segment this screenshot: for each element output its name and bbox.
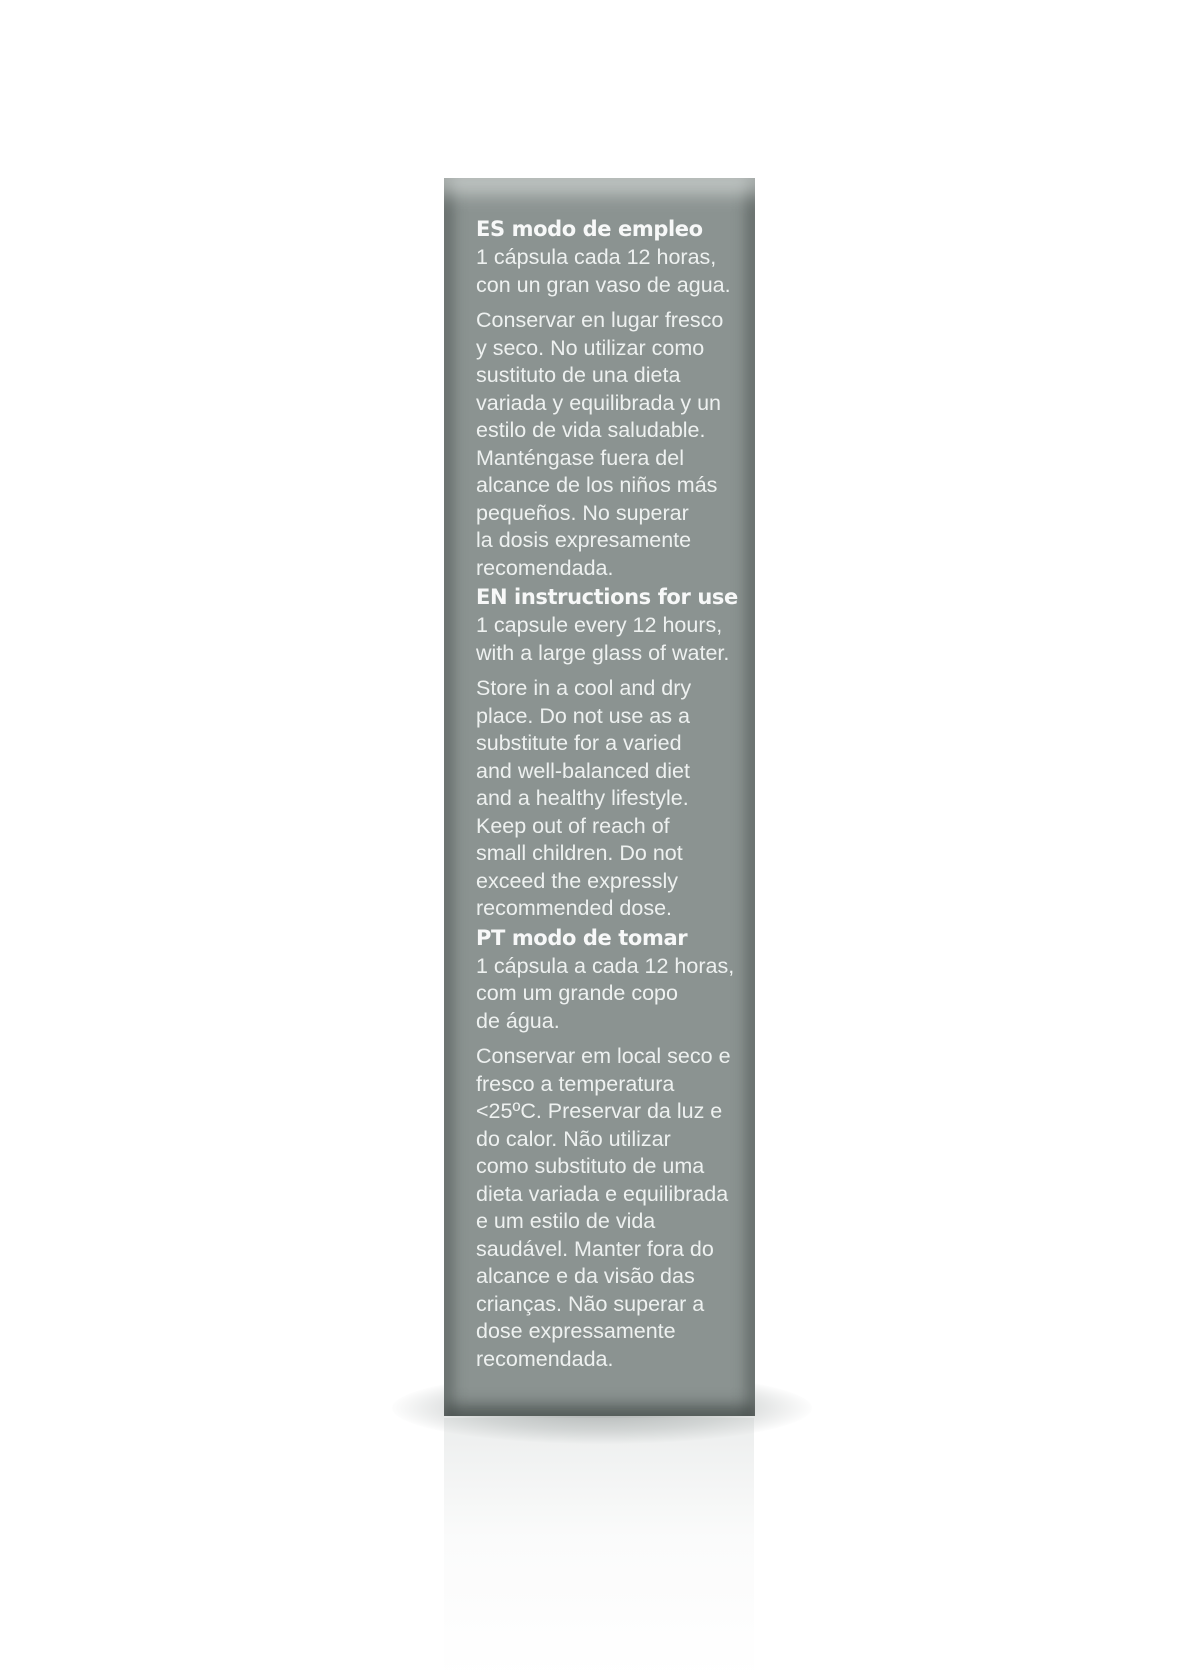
pt-heading: PT modo de tomar [476, 925, 688, 950]
en-dosage-text: 1 capsule every 12 hours, with a large glass of water. [476, 613, 730, 665]
pt-dosage-text: 1 cápsula a cada 12 horas, com um grande copo de água. [476, 953, 735, 1033]
es-dosage-text: 1 cápsula cada 12 horas, con un gran vaso de agua. [476, 245, 731, 297]
en-heading: EN instructions for use [476, 585, 738, 609]
instructions-panel [476, 214, 748, 1373]
product-box-side-panel [444, 178, 755, 1416]
es-heading: ES modo de empleo [476, 217, 703, 241]
box-reflection [444, 1418, 754, 1680]
pt-storage-text: Conservar em local seco e fresco a temperatura <25ºC. Preservar da luz e do calor. Não utilizar como substituto de uma dieta variada e equilibrada e um estilo de vida saudável. Manter fora do alcance e da visão das crianças. Não superar a dose expressamente recomendada. [476, 1044, 731, 1371]
es-storage-text: Conservar en lugar fresco y seco. No utilizar como sustituto de una dieta variada y equilibrada y un estilo de vida saludable. Manténgase fuera del alcance de los niños más pequeños. No superar la dosis expresamente recomendada. [476, 308, 724, 580]
en-storage-text: Store in a cool and dry place. Do not use as a substitute for a varied and well-balanced diet and a healthy lifestyle. Keep out of reach of small children. Do not exceed the expressly recommended dose. [476, 676, 692, 920]
